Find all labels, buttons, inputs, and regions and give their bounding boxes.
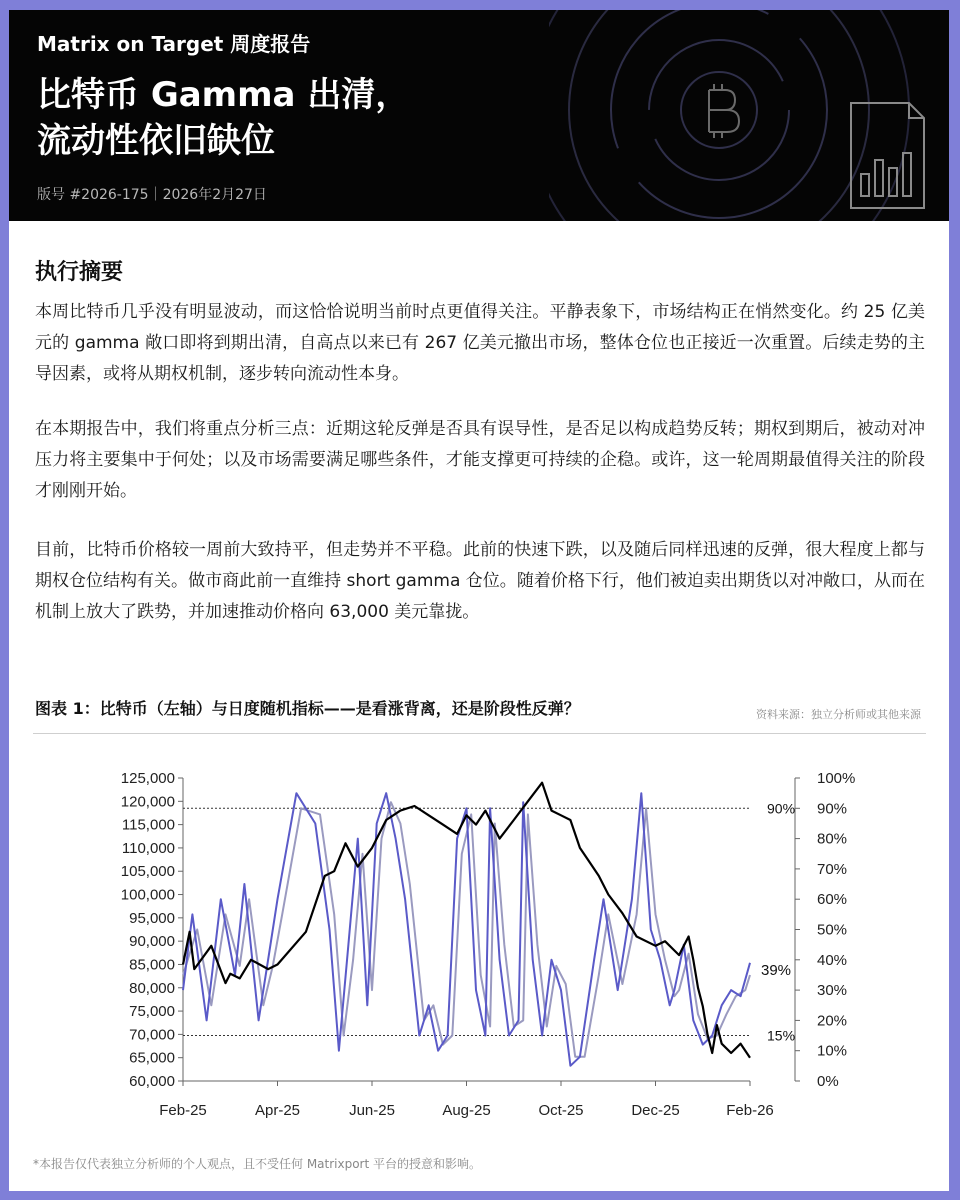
summary-paragraph-3: 目前，比特币价格较一周前大致持平，但走势并不平稳。此前的快速下跌，以及随后同样迅速的反弹，很大程度上都与期权仓位结构有关。做市商此前一直维持 short gamma 仓位。随着价格下行，他们被迫卖出期货以对冲敞口，从而在机制上放大了跌势，并加速推动价格向 63,000 美元靠拢。	[35, 540, 925, 622]
report-meta: 版号 #2026-175｜2026年2月27日	[37, 187, 267, 203]
btc-stochastic-chart	[9, 10, 949, 1191]
y-right-tick-label: 20%	[817, 1012, 848, 1030]
y-right-tick-label: 60%	[817, 891, 848, 909]
chart-source: 资料来源：独立分析师或其他来源	[756, 708, 921, 721]
series-line-2	[183, 802, 750, 1057]
y-left-tick-label: 85,000	[129, 956, 175, 974]
y-right-tick-label: 0%	[817, 1073, 839, 1090]
y-left-tick-label: 110,000	[121, 839, 175, 857]
summary-paragraph-1: 本周比特币几乎没有明显波动，而这恰恰说明当前时点更值得关注。平静表象下，市场结构正在悄然变化。约 25 亿美元的 gamma 敞口即将到期出清，自高点以来已有 267 亿美元撤出市场，整体仓位也正接近一次重置。后续走势的主导因素，或将从期权机制，逐步转向流动性本身。	[35, 302, 925, 384]
reference-label-0: 90%	[767, 800, 796, 817]
y-right-tick-label: 10%	[817, 1042, 848, 1060]
summary-paragraph-2: 在本期报告中，我们将重点分析三点：近期这轮反弹是否具有误导性，是否足以构成趋势反转；期权到期后，被动对冲压力将主要集中于何处；以及市场需要满足哪些条件，才能支撑更可持续的企稳。或许，这一轮周期最值得关注的阶段才刚刚开始。	[35, 419, 925, 501]
y-left-tick-label: 120,000	[120, 793, 175, 811]
y-left-tick-label: 75,000	[129, 1003, 175, 1021]
x-tick-label: Feb-26	[726, 1102, 774, 1119]
chart-title: 图表 1：比特币（左轴）与日度随机指标——是看涨背离，还是阶段性反弹？	[35, 699, 580, 718]
y-left-tick-label: 105,000	[120, 863, 175, 881]
y-left-tick-label: 115,000	[121, 816, 175, 834]
last-value-label: 39%	[761, 961, 792, 979]
footnote: *本报告仅代表独立分析师的个人观点，且不受任何 Matrixport 平台的授意和影响。	[33, 1157, 482, 1171]
report-card	[9, 10, 949, 1191]
x-tick-label: Feb-25	[159, 1102, 207, 1119]
x-tick-label: Jun-25	[349, 1102, 395, 1119]
y-right-tick-label: 70%	[817, 860, 848, 878]
y-right-tick-label: 100%	[817, 770, 856, 787]
y-left-tick-label: 60,000	[129, 1073, 175, 1090]
reference-label-1: 15%	[767, 1027, 796, 1044]
x-tick-label: Oct-25	[538, 1102, 584, 1119]
y-left-tick-label: 125,000	[120, 770, 175, 787]
y-right-tick-label: 90%	[817, 800, 848, 818]
y-right-tick-label: 80%	[817, 830, 848, 848]
report-title-line2: 流动性依旧缺位	[37, 121, 275, 161]
y-left-tick-label: 70,000	[129, 1026, 175, 1044]
section-title: 执行摘要	[35, 260, 124, 285]
report-title-line1: 比特币 Gamma 出清，	[37, 75, 410, 115]
y-left-tick-label: 65,000	[129, 1049, 175, 1067]
y-left-tick-label: 80,000	[129, 979, 175, 997]
x-tick-label: Aug-25	[442, 1102, 491, 1119]
report-brand: Matrix on Target 周度报告	[37, 32, 311, 56]
x-tick-label: Apr-25	[254, 1102, 301, 1119]
x-tick-label: Dec-25	[631, 1102, 680, 1119]
y-left-tick-label: 100,000	[120, 886, 175, 904]
y-right-tick-label: 40%	[817, 951, 848, 969]
y-right-tick-label: 30%	[817, 982, 848, 1000]
y-left-tick-label: 95,000	[129, 909, 175, 927]
y-right-tick-label: 50%	[817, 921, 848, 939]
y-left-tick-label: 90,000	[129, 933, 175, 951]
